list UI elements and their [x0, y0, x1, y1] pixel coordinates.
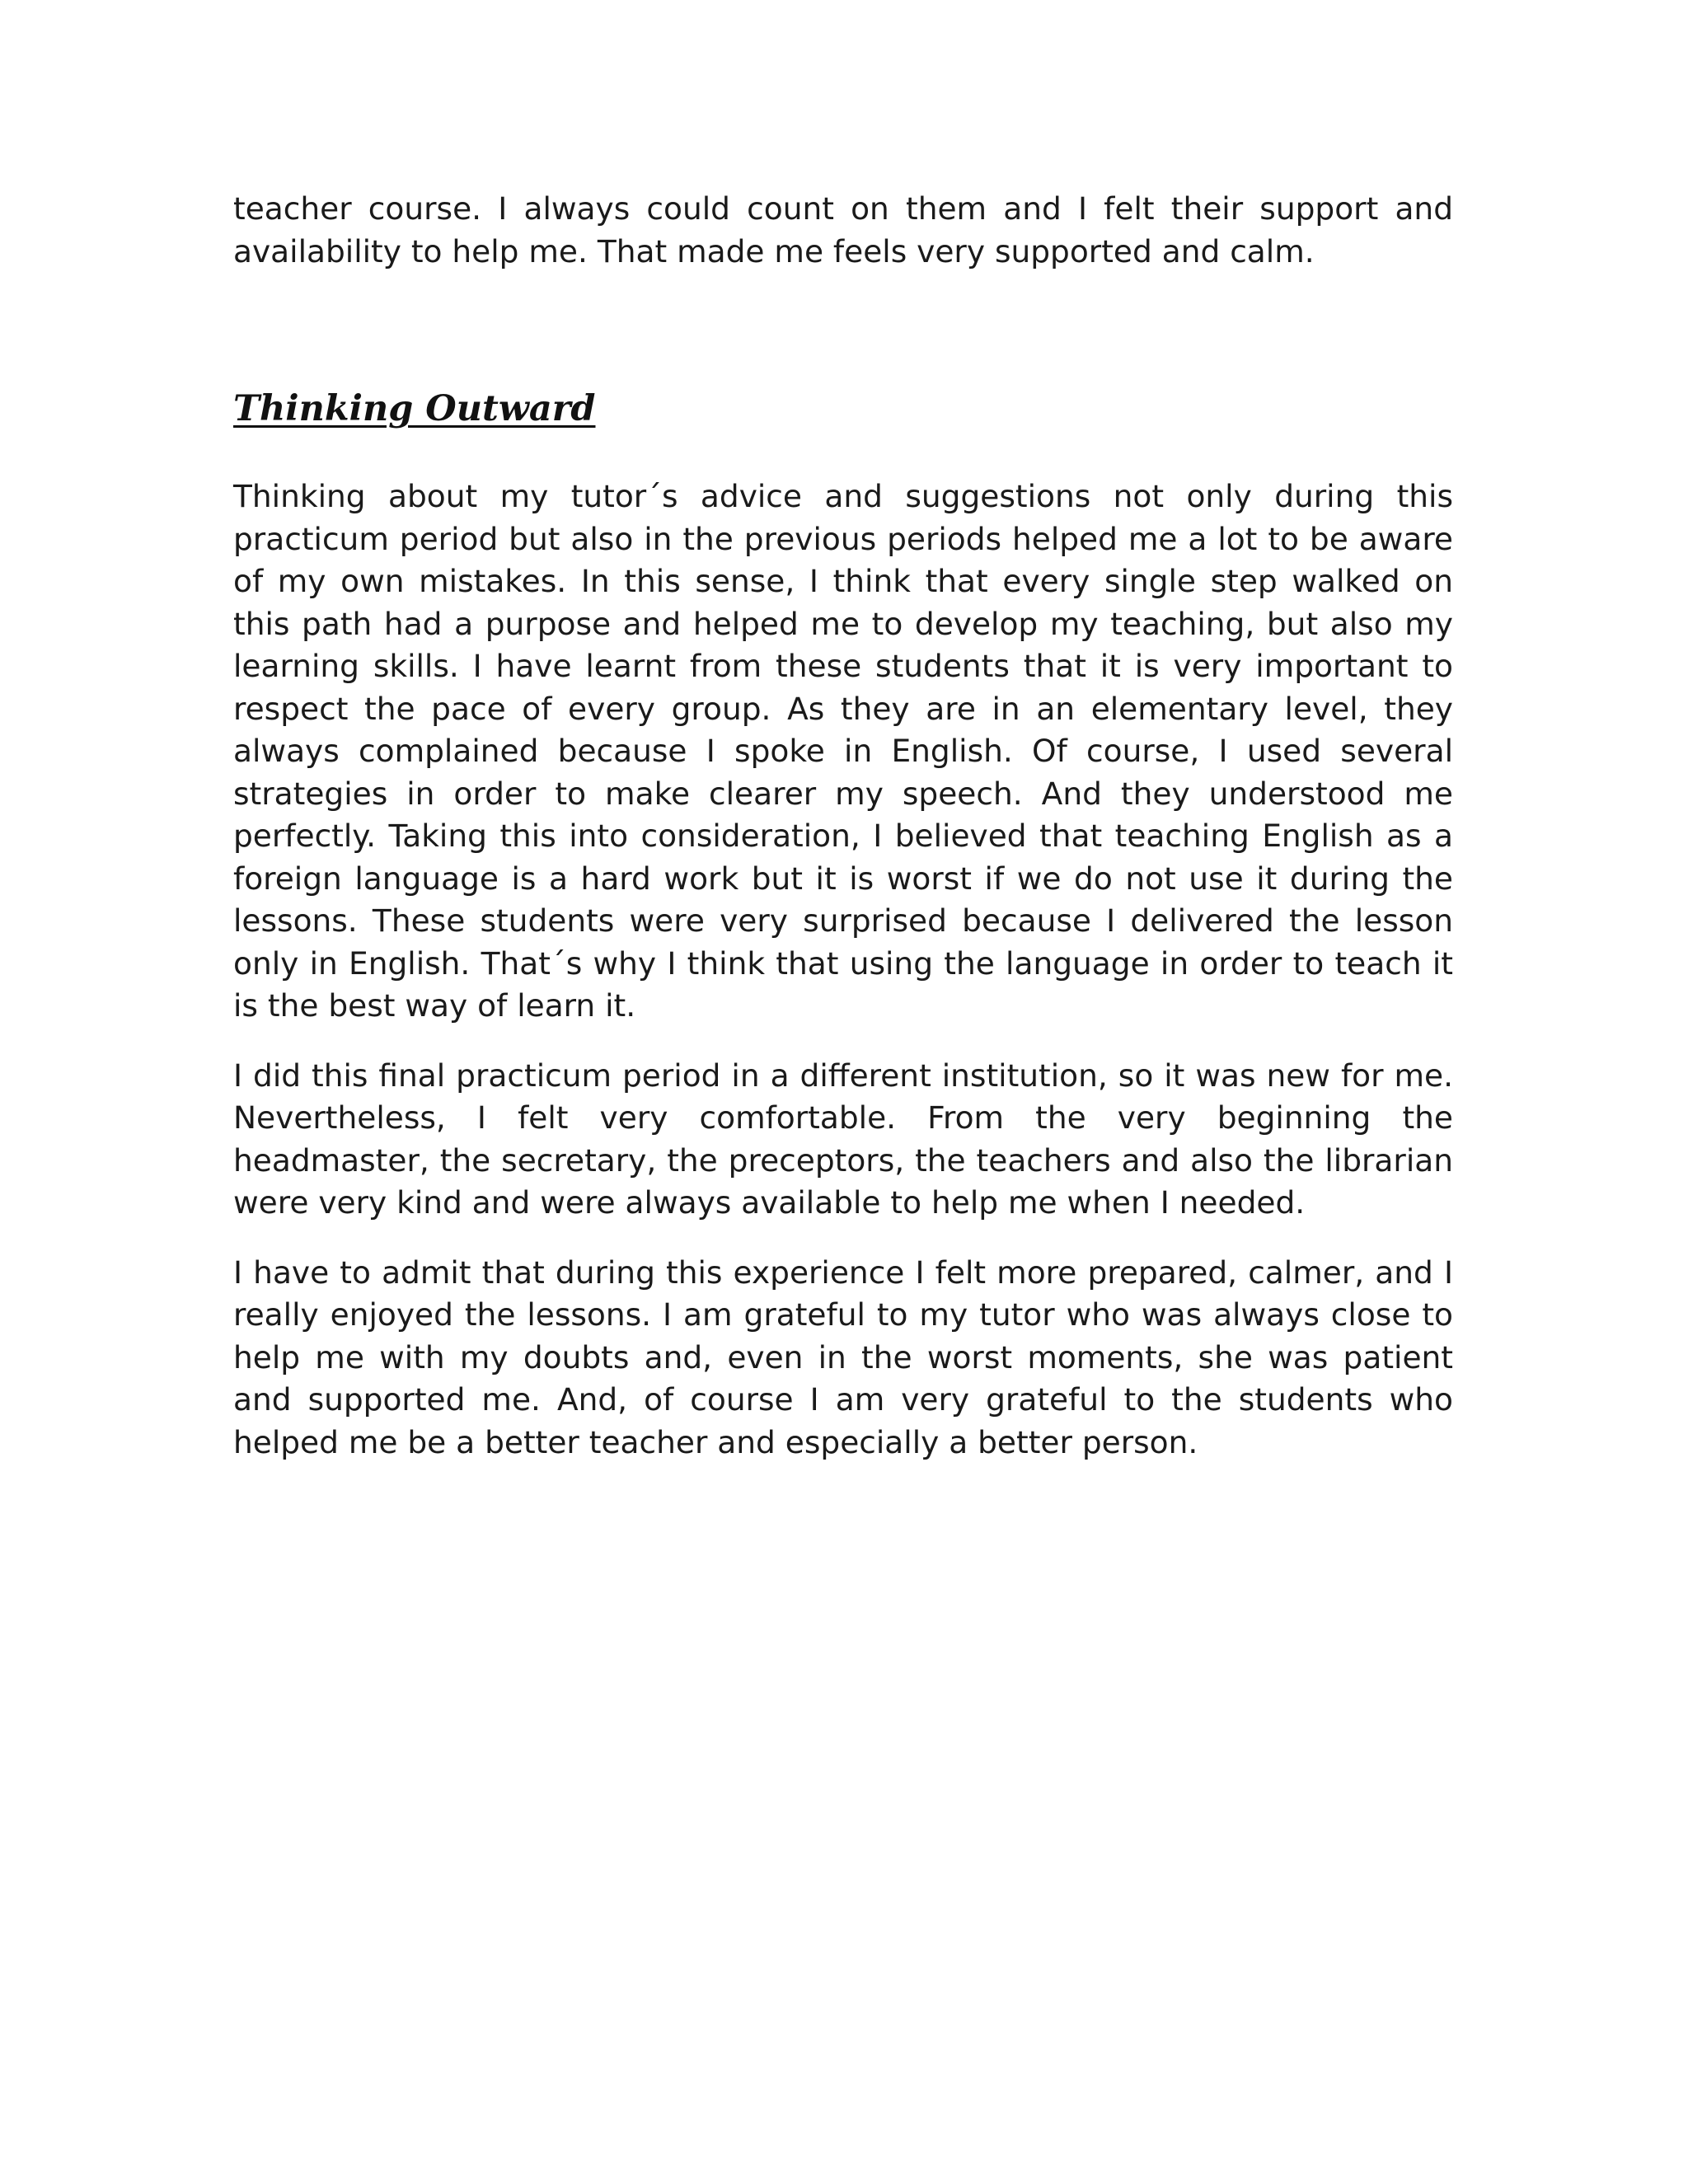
body-paragraph-1: Thinking about my tutor´s advice and suggestions not only during this practicum period but also in the previous periods helped me a lot to be aware of my own mistakes. In this sense, I think that every single step walked on this path had a purpose and helped me to develop my teaching, but also my learning skills. I have learnt from these students that it is very important to respect the pace of every group. As they are in an elementary level, they always complained because I spoke in English. Of course, I used several strategies in order to make clearer my speech. And they understood me perfectly. Taking this into consideration, I believed that teaching English as a foreign language is a hard work but it is worst if we do not use it during the lessons. These students were very surprised because I delivered the lesson only in English. That´s why I think that using the language in order to teach it is the best way of learn it. — [233, 478, 1453, 1024]
intro-paragraph: teacher course. I always could count on them and I felt their support and availability to help me. That made me feels very supported and calm. — [233, 190, 1453, 269]
section-heading: Thinking Outward — [233, 388, 596, 429]
body-paragraph-3: I have to admit that during this experience I felt more prepared, calmer, and I really enjoyed the lessons. I am grateful to my tutor who was always close to help me with my doubts and, even in the worst moments, she was patient and supported me. And, of course I am very grateful to the students who helped me be a better teacher and especially a better person. — [233, 1254, 1453, 1460]
body-paragraph-2: I did this final practicum period in a different institution, so it was new for me. Nevertheless, I felt very comfortable. From the very beginning the headmaster, the secretary, the preceptors, the teachers and also the librarian were very kind and were always available to help me when I needed. — [233, 1057, 1453, 1221]
document-body — [233, 188, 1453, 1464]
